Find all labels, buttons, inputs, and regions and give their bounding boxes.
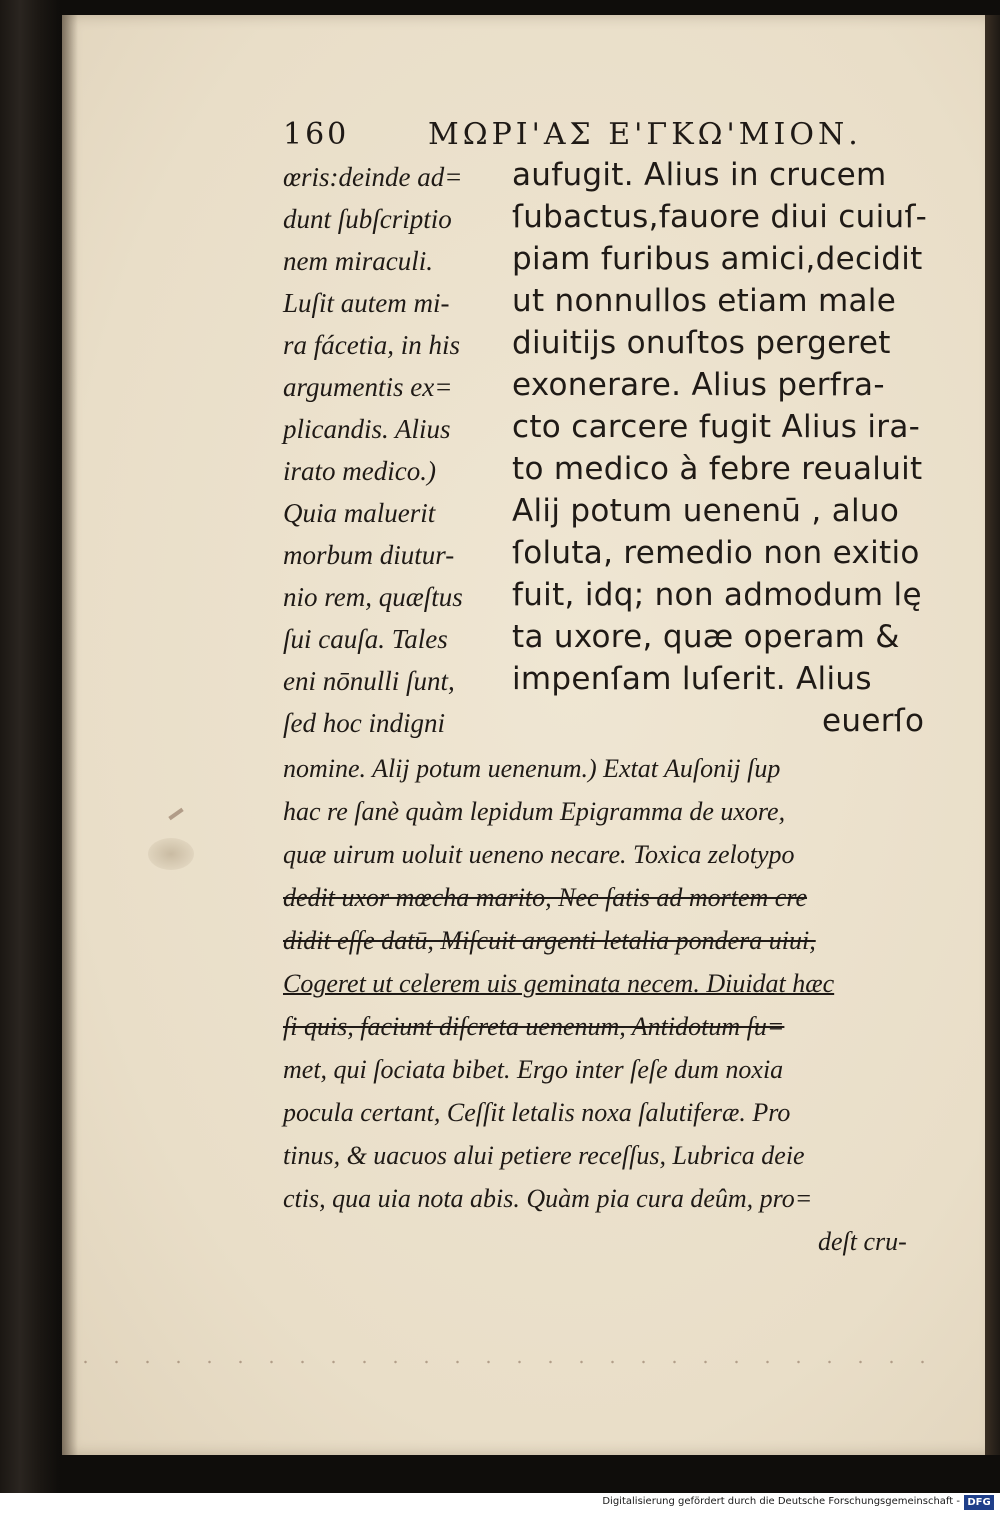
commentary-line: met, qui ſociata bibet. Ergo inter ſeſe dum noxia bbox=[283, 1055, 784, 1084]
main-text-line: exonerare. Alius perfra- bbox=[512, 367, 885, 403]
main-text-line: impenſam luſerit. Alius bbox=[512, 661, 872, 697]
margin-note-line: argumentis ex= bbox=[283, 372, 453, 402]
commentary-line: quæ uirum uoluit ueneno necare. Toxica zelotypo bbox=[283, 840, 795, 869]
commentary-catchword: deſt cru- bbox=[818, 1227, 907, 1256]
margin-note-line: nem miraculi. bbox=[283, 246, 433, 276]
margin-note-line: ſui cauſa. Tales bbox=[283, 624, 448, 654]
margin-note-line: Quia maluerit bbox=[283, 498, 436, 528]
main-text-catchword: euerſo bbox=[822, 703, 925, 739]
dfg-logo: DFG bbox=[964, 1495, 994, 1510]
main-text-line: piam furibus amici,decidit bbox=[512, 241, 923, 277]
commentary-line: nomine. Alij potum uenenum.) Extat Auſonij ſup bbox=[283, 754, 781, 783]
page-edge bbox=[985, 15, 1000, 1455]
commentary-line-struck: didit eſſe datū, Miſcuit argenti letalia pondera uiui, bbox=[283, 926, 816, 955]
margin-note-line: plicandis. Alius bbox=[283, 414, 451, 444]
main-text-line: Alij potum uenenū , aluo bbox=[512, 493, 900, 529]
main-text-line: fuit, idq; non admodum lę bbox=[512, 577, 922, 613]
main-text-line: cto carcere fugit Alius ira- bbox=[512, 409, 921, 445]
main-text-line: aufugit. Alius in crucem bbox=[512, 157, 887, 193]
margin-note-line: morbum diutur- bbox=[283, 540, 455, 570]
margin-note-line: ra fácetia, in his bbox=[283, 330, 460, 360]
main-text-line: ſubactus,fauore diui cuiuſ- bbox=[512, 199, 928, 235]
margin-note-line: dunt ſubſcriptio bbox=[283, 204, 452, 234]
margin-note-line: nio rem, quæſtus bbox=[283, 582, 463, 612]
margin-note-line: œris:deinde ad= bbox=[283, 162, 463, 192]
running-title: ΜΩΡΙ'ΑΣ Ε'ΓΚΩ'ΜΙΟΝ. bbox=[428, 117, 862, 152]
commentary-line: tinus, & uacuos alui petiere receſſus, Lubrica deie bbox=[283, 1141, 805, 1170]
margin-note-line: eni nōnulli ſunt, bbox=[283, 666, 455, 696]
paper-speckles bbox=[70, 1360, 950, 1364]
commentary-line: ctis, qua uia nota abis. Quàm pia cura deûm, pro= bbox=[283, 1184, 813, 1213]
main-text-line: ſoluta, remedio non exitio bbox=[512, 535, 920, 571]
commentary-line: pocula certant, Ceſſit letalis noxa ſalutiferæ. Pro bbox=[283, 1098, 791, 1127]
margin-note-line: Luſit autem mi- bbox=[283, 288, 450, 318]
page-number: 160 bbox=[283, 117, 350, 152]
footer-credit: Digitalisierung gefördert durch die Deutsche Forschungsgemeinschaft - bbox=[602, 1496, 960, 1507]
commentary-line: hac re ſanè quàm lepidum Epigramma de uxore, bbox=[283, 797, 786, 826]
commentary-line-underlined: Cogeret ut celerem uis geminata necem. Diuidat hæc bbox=[283, 969, 835, 998]
main-text-line: to medico à febre reualuit bbox=[512, 451, 923, 487]
margin-note-line: irato medico.) bbox=[283, 456, 436, 486]
page-gutter-shadow bbox=[62, 15, 78, 1455]
main-text-line: ut nonnullos etiam male bbox=[512, 283, 897, 319]
commentary-line-struck: ſi quis, faciunt diſcreta uenenum, Antidotum ſu= bbox=[283, 1012, 785, 1041]
commentary-line-struck: dedit uxor mœcha marito, Nec ſatis ad mortem cre bbox=[283, 883, 808, 912]
footer-bar bbox=[0, 1493, 1000, 1513]
margin-note-line: ſed hoc indigni bbox=[283, 708, 445, 738]
paper-stain bbox=[148, 838, 194, 870]
main-text-line: diuitijs onuſtos pergeret bbox=[512, 325, 891, 361]
main-text-line: ta uxore, quæ operam & bbox=[512, 619, 900, 655]
